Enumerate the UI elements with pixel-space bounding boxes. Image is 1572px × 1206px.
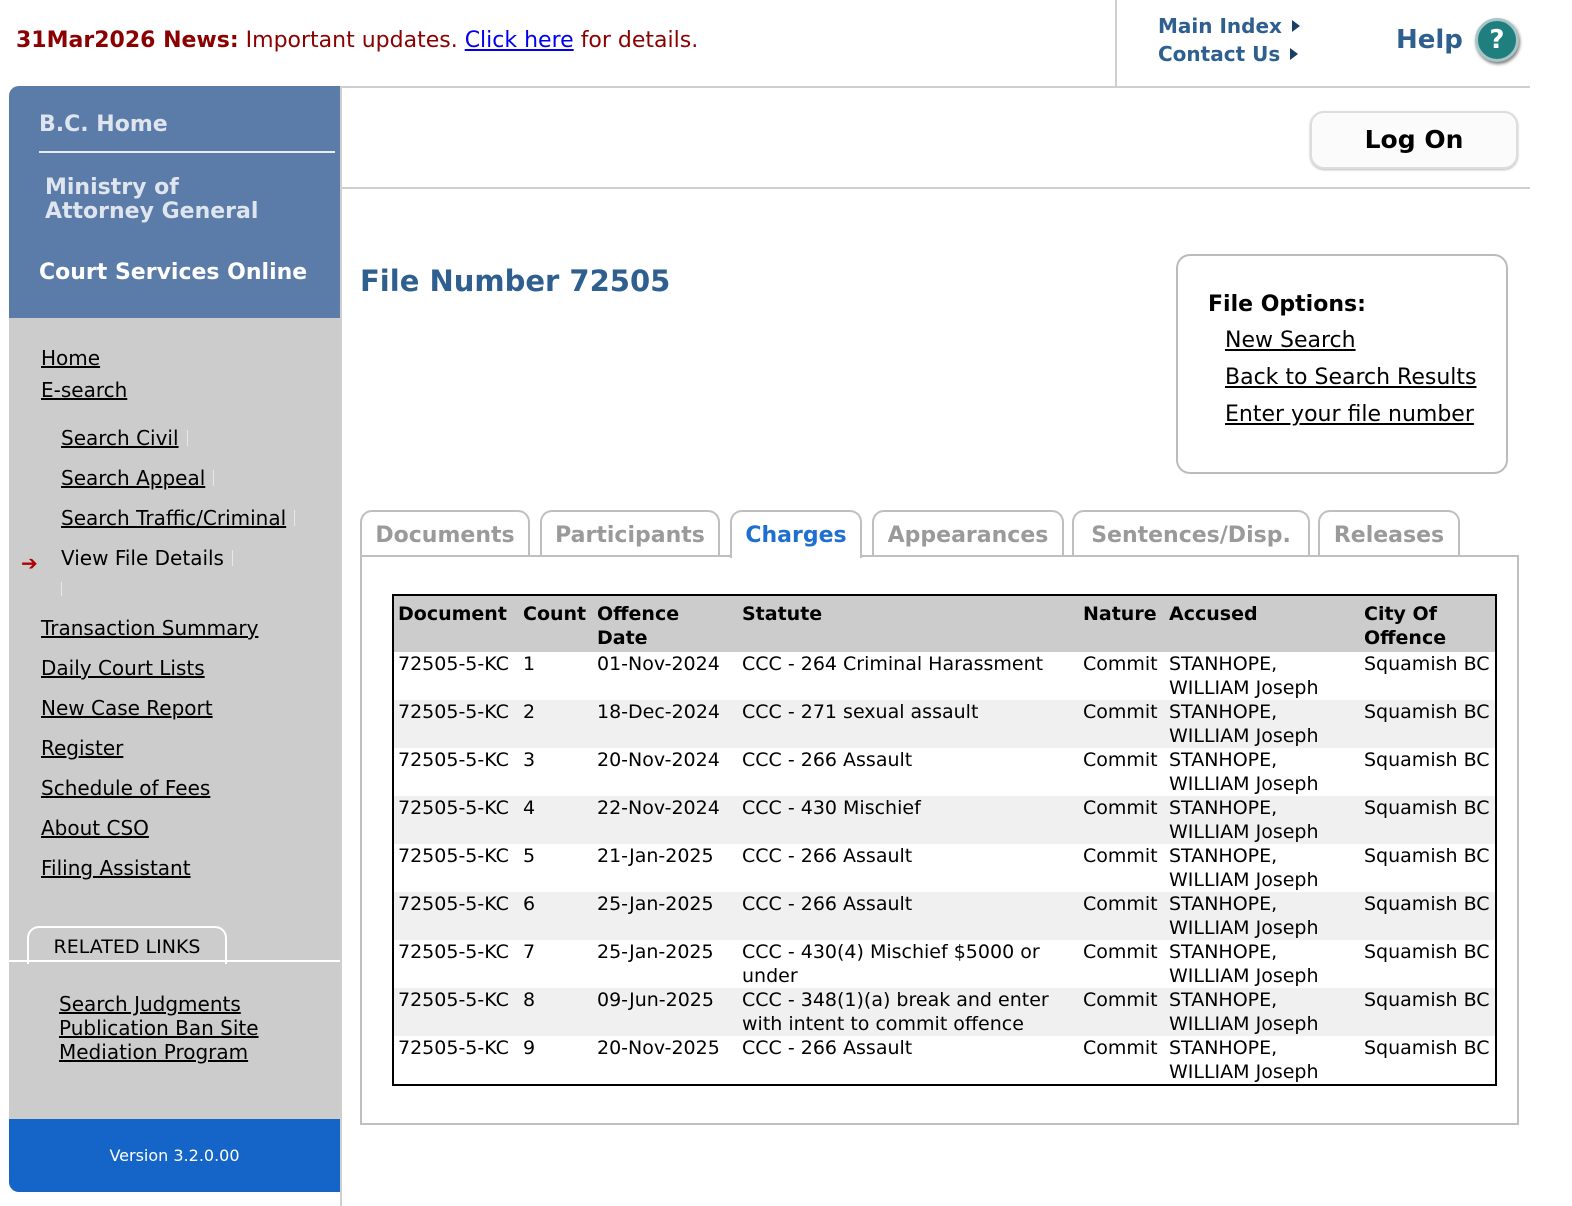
- column-header: Nature: [1079, 596, 1165, 652]
- nature-cell: Commit: [1079, 988, 1165, 1036]
- count-cell: 1: [519, 652, 593, 700]
- top-divider: [1115, 0, 1117, 86]
- accused-cell: STANHOPE, WILLIAM Joseph: [1165, 1036, 1360, 1084]
- count-cell: 3: [519, 748, 593, 796]
- document-cell: 72505-5-KC: [394, 748, 519, 796]
- count-cell: 2: [519, 700, 593, 748]
- offence-date-cell: 09-Jun-2025: [593, 988, 738, 1036]
- document-cell: 72505-5-KC: [394, 700, 519, 748]
- separator: [232, 550, 233, 566]
- statute-cell: CCC - 264 Criminal Harassment: [738, 652, 1079, 700]
- triangle-right-icon: [1290, 48, 1298, 60]
- separator: [294, 510, 295, 526]
- city-cell: Squamish BC: [1360, 892, 1495, 940]
- accused-cell: STANHOPE, WILLIAM Joseph: [1165, 748, 1360, 796]
- file-options-box: [1176, 254, 1508, 474]
- accused-cell: STANHOPE, WILLIAM Joseph: [1165, 844, 1360, 892]
- view-file-details-label: View File Details: [61, 546, 224, 570]
- charges-table: [392, 594, 1497, 1086]
- table-row: [394, 1036, 1495, 1084]
- document-cell: 72505-5-KC: [394, 796, 519, 844]
- page-title: File Number 72505: [360, 264, 671, 298]
- triangle-right-icon: [1292, 20, 1300, 32]
- sidebar-item-search-civil[interactable]: [61, 426, 188, 450]
- city-cell: Squamish BC: [1360, 748, 1495, 796]
- related-link-publication-ban[interactable]: Publication Ban Site: [59, 1016, 259, 1040]
- help-link[interactable]: [1396, 18, 1519, 62]
- offence-date-cell: 01-Nov-2024: [593, 652, 738, 700]
- enter-file-number-link[interactable]: Enter your file number: [1225, 402, 1474, 427]
- column-header: Statute: [738, 596, 1079, 652]
- column-header: City Of Offence: [1360, 596, 1495, 652]
- main-index-link[interactable]: [1158, 12, 1300, 40]
- statute-cell: CCC - 348(1)(a) break and enter with intent to commit offence: [738, 988, 1079, 1036]
- main-divider: [342, 187, 1530, 189]
- offence-date-cell: 20-Nov-2024: [593, 748, 738, 796]
- table-row: [394, 700, 1495, 748]
- column-header: Offence Date: [593, 596, 738, 652]
- count-cell: 7: [519, 940, 593, 988]
- new-search-link[interactable]: New Search: [1225, 328, 1356, 353]
- table-row: [394, 892, 1495, 940]
- separator: [187, 430, 188, 446]
- tab-charges[interactable]: Charges: [730, 510, 862, 558]
- sidebar-item-register[interactable]: Register: [41, 736, 124, 760]
- offence-date-cell: 18-Dec-2024: [593, 700, 738, 748]
- sidebar-item-search-appeal[interactable]: [61, 466, 214, 490]
- sidebar-item-transaction-summary[interactable]: Transaction Summary: [41, 616, 259, 640]
- city-cell: Squamish BC: [1360, 652, 1495, 700]
- help-circle-icon: ?: [1475, 18, 1519, 62]
- statute-cell: CCC - 266 Assault: [738, 1036, 1079, 1084]
- count-cell: 4: [519, 796, 593, 844]
- accused-cell: STANHOPE, WILLIAM Joseph: [1165, 892, 1360, 940]
- document-cell: 72505-5-KC: [394, 988, 519, 1036]
- ministry-link[interactable]: Ministry of Attorney General: [45, 175, 259, 224]
- document-cell: 72505-5-KC: [394, 940, 519, 988]
- log-on-button[interactable]: Log On: [1310, 111, 1518, 169]
- accused-cell: STANHOPE, WILLIAM Joseph: [1165, 700, 1360, 748]
- statute-cell: CCC - 266 Assault: [738, 844, 1079, 892]
- related-links-tab: RELATED LINKS: [27, 926, 227, 964]
- red-arrow-icon: ➔: [21, 551, 38, 575]
- sidebar: [9, 86, 340, 1192]
- city-cell: Squamish BC: [1360, 988, 1495, 1036]
- table-row: [394, 748, 1495, 796]
- document-cell: 72505-5-KC: [394, 1036, 519, 1084]
- count-cell: 8: [519, 988, 593, 1036]
- nature-cell: Commit: [1079, 1036, 1165, 1084]
- bc-home-link[interactable]: B.C. Home: [39, 112, 168, 137]
- table-row: [394, 796, 1495, 844]
- sidebar-item-home[interactable]: Home: [41, 346, 101, 370]
- statute-cell: CCC - 430(4) Mischief $5000 or under: [738, 940, 1079, 988]
- contact-us-link[interactable]: [1158, 40, 1300, 68]
- sidebar-item-new-case-report[interactable]: New Case Report: [41, 696, 213, 720]
- table-row: [394, 940, 1495, 988]
- search-civil-label: Search Civil: [61, 426, 179, 450]
- nature-cell: Commit: [1079, 940, 1165, 988]
- city-cell: Squamish BC: [1360, 796, 1495, 844]
- nature-cell: Commit: [1079, 892, 1165, 940]
- offence-date-cell: 22-Nov-2024: [593, 796, 738, 844]
- tab-releases[interactable]: Releases: [1318, 510, 1460, 556]
- count-cell: 5: [519, 844, 593, 892]
- offence-date-cell: 21-Jan-2025: [593, 844, 738, 892]
- city-cell: Squamish BC: [1360, 700, 1495, 748]
- help-label: Help: [1396, 25, 1463, 55]
- count-cell: 6: [519, 892, 593, 940]
- search-appeal-label: Search Appeal: [61, 466, 206, 490]
- sidebar-item-search-traffic-criminal[interactable]: [61, 506, 295, 530]
- sidebar-item-filing-assistant[interactable]: Filing Assistant: [41, 856, 191, 880]
- contact-us-label: Contact Us: [1158, 42, 1281, 66]
- nature-cell: Commit: [1079, 700, 1165, 748]
- version-bar: Version 3.2.0.00: [9, 1119, 340, 1192]
- document-cell: 72505-5-KC: [394, 652, 519, 700]
- file-options-title: File Options:: [1208, 292, 1366, 317]
- tab-appearances[interactable]: Appearances: [872, 510, 1064, 556]
- accused-cell: STANHOPE, WILLIAM Joseph: [1165, 940, 1360, 988]
- accused-cell: STANHOPE, WILLIAM Joseph: [1165, 652, 1360, 700]
- column-header: Accused: [1165, 596, 1360, 652]
- document-cell: 72505-5-KC: [394, 844, 519, 892]
- sidebar-item-view-file-details: [61, 546, 233, 570]
- separator: [213, 470, 214, 486]
- sidebar-item-daily-court-lists[interactable]: Daily Court Lists: [41, 656, 205, 680]
- news-link[interactable]: Click here: [464, 28, 574, 53]
- sidebar-item-about-cso[interactable]: About CSO: [41, 816, 149, 840]
- accused-cell: STANHOPE, WILLIAM Joseph: [1165, 796, 1360, 844]
- column-header: Document: [394, 596, 519, 652]
- top-nav: [1158, 12, 1300, 68]
- court-services-online-title[interactable]: Court Services Online: [39, 260, 308, 285]
- count-cell: 9: [519, 1036, 593, 1084]
- sidebar-item-esearch[interactable]: E-search: [41, 378, 128, 402]
- related-link-search-judgments[interactable]: Search Judgments: [59, 992, 241, 1016]
- nature-cell: Commit: [1079, 796, 1165, 844]
- related-link-mediation-program[interactable]: Mediation Program: [59, 1040, 249, 1064]
- statute-cell: CCC - 266 Assault: [738, 892, 1079, 940]
- nature-cell: Commit: [1079, 844, 1165, 892]
- back-to-search-results-link[interactable]: Back to Search Results: [1225, 365, 1477, 390]
- main-index-label: Main Index: [1158, 14, 1282, 38]
- related-links-divider: [9, 960, 340, 962]
- offence-date-cell: 20-Nov-2025: [593, 1036, 738, 1084]
- nature-cell: Commit: [1079, 748, 1165, 796]
- statute-cell: CCC - 271 sexual assault: [738, 700, 1079, 748]
- news-text: Important updates.: [245, 28, 458, 53]
- sidebar-header: [9, 86, 340, 318]
- tab-documents[interactable]: Documents: [360, 510, 530, 556]
- news-banner: [16, 28, 698, 53]
- table-row: [394, 844, 1495, 892]
- column-header: Count: [519, 596, 593, 652]
- statute-cell: CCC - 266 Assault: [738, 748, 1079, 796]
- news-date: 31Mar2026 News:: [16, 28, 239, 53]
- search-traffic-label: Search Traffic/Criminal: [61, 506, 287, 530]
- separator: [61, 582, 62, 596]
- nature-cell: Commit: [1079, 652, 1165, 700]
- table-row: [394, 652, 1495, 700]
- statute-cell: CCC - 430 Mischief: [738, 796, 1079, 844]
- tab-participants[interactable]: Participants: [540, 510, 720, 556]
- offence-date-cell: 25-Jan-2025: [593, 892, 738, 940]
- tab-sentences-disp[interactable]: Sentences/Disp.: [1072, 510, 1310, 556]
- accused-cell: STANHOPE, WILLIAM Joseph: [1165, 988, 1360, 1036]
- header-divider: [340, 86, 1530, 88]
- sidebar-header-divider: [39, 151, 335, 153]
- table-row: [394, 988, 1495, 1036]
- document-cell: 72505-5-KC: [394, 892, 519, 940]
- city-cell: Squamish BC: [1360, 1036, 1495, 1084]
- table-header-row: [394, 596, 1495, 652]
- offence-date-cell: 25-Jan-2025: [593, 940, 738, 988]
- city-cell: Squamish BC: [1360, 940, 1495, 988]
- news-text-after: for details.: [580, 28, 699, 53]
- sidebar-divider: [340, 88, 342, 1206]
- sidebar-item-schedule-of-fees[interactable]: Schedule of Fees: [41, 776, 211, 800]
- city-cell: Squamish BC: [1360, 844, 1495, 892]
